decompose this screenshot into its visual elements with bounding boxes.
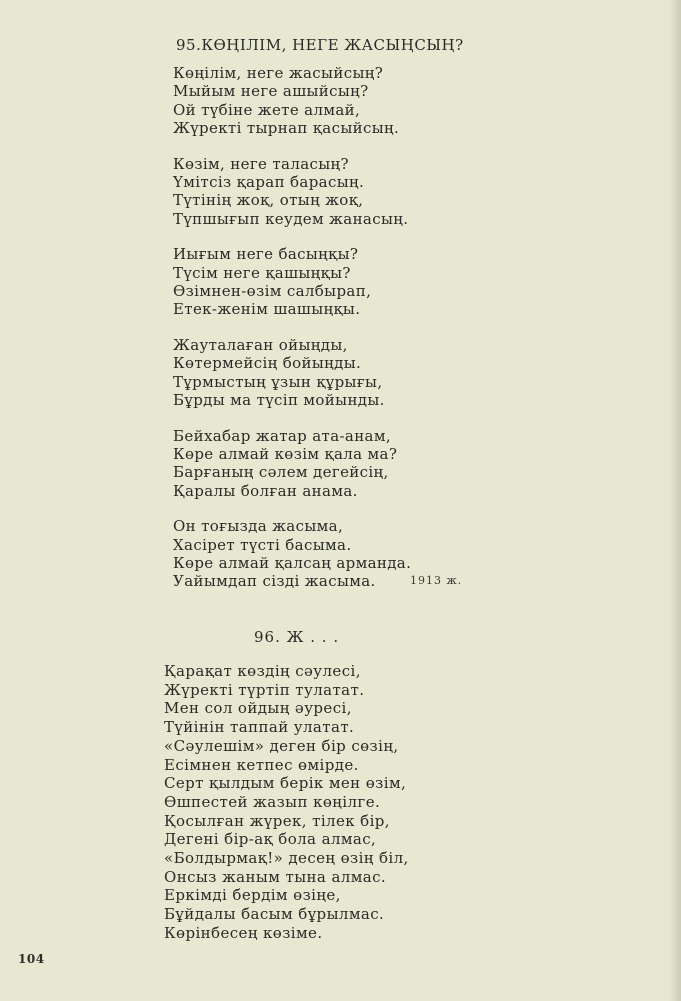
stanza-4 — [173, 336, 493, 410]
poem-96-body — [164, 662, 484, 943]
stanza-3 — [173, 245, 493, 319]
page-edge-shadow — [669, 0, 681, 1001]
poem-95-body — [173, 64, 493, 608]
page-number: 104 — [18, 952, 45, 966]
poem-line: Еркімді бердім өзіңе, — [164, 886, 341, 905]
poem-95-title: 95.КӨҢІЛІМ, НЕГЕ ЖАСЫҢСЫҢ? — [176, 36, 464, 54]
poem-96-title: 96. Ж . . . — [254, 628, 340, 646]
poem-line: «Болдырмақ!» десең өзің біл, — [164, 849, 409, 868]
stanza-1 — [173, 64, 493, 138]
stanza-2 — [173, 155, 493, 229]
poem-line: Мен сол ойдың әуресі, — [164, 699, 352, 718]
poem-line: Өшпестей жазып көңілге. — [164, 792, 381, 811]
poem-line: Онсыз жаным тына алмас. — [164, 867, 387, 886]
poem-line: Уайымдап сізді жасыма. — [173, 572, 376, 591]
poem-line: «Сәулешім» деген бір сөзің, — [164, 736, 399, 755]
poem-line: Дегені бір-ақ бола алмас, — [164, 830, 377, 849]
poem-line: Өзімнен-өзім салбырап, — [173, 282, 372, 301]
poem-line: Көңілім, неге жасыйсың? — [173, 64, 384, 82]
poem-line: Мыйым неге ашыйсың? — [173, 82, 369, 101]
poem-line: Көре алмай қалсаң арманда. — [173, 553, 412, 572]
poem-line: Көзім, неге таласың? — [173, 154, 349, 173]
poem-line: Көрінбесең көзіме. — [164, 923, 323, 942]
poem-line: Серт қылдым берік мен өзім, — [164, 774, 407, 793]
poem-line: Етек-женім шашыңқы. — [173, 300, 361, 319]
poem-line: Көре алмай көзім қала ма? — [173, 444, 398, 463]
poem-line: Бұрды ма түсіп мойынды. — [173, 391, 385, 410]
poem-line: Есімнен кетпес өмірде. — [164, 755, 359, 774]
poem-line: Ой түбіне жете алмай, — [173, 100, 361, 119]
poem-line: Түпшығып кеудем жанасың. — [173, 209, 409, 228]
poem-line: Жүректі түртіп тулатат. — [164, 680, 365, 699]
poem-line: Қарақат көздің сәулесі, — [164, 662, 361, 680]
poem-line: Түйінін таппай улатат. — [164, 718, 355, 737]
poem-line: Бейхабар жатар ата-анам, — [173, 426, 391, 445]
poem-line: Түсім неге қашыңқы? — [173, 263, 351, 282]
poem-line: Жауталаған ойыңды, — [173, 335, 348, 354]
poem-line: Түтінің жоқ, отың жоқ, — [173, 191, 364, 210]
stanza-5 — [173, 427, 493, 501]
poem-line: Бұйдалы басым бұрылмас. — [164, 905, 385, 924]
poem-line: Хасірет түсті басыма. — [173, 535, 352, 554]
poem-line: Қаралы болған анама. — [173, 481, 358, 500]
poem-line: Үмітсіз қарап барасың. — [173, 173, 365, 192]
poem-line: Барғаның сәлем дегейсің, — [173, 463, 389, 482]
poem-date: 1913 ж. — [410, 574, 463, 587]
poem-line: Қосылған жүрек, тілек бір, — [164, 811, 390, 830]
poem-line: Он тоғызда жасыма, — [173, 517, 344, 536]
poem-line: Тұрмыстың ұзын құрығы, — [173, 372, 383, 391]
poem-line: Иығым неге басыңқы? — [173, 245, 359, 264]
poem-line: Жүректі тырнап қасыйсың. — [173, 119, 400, 138]
poem-line: Көтермейсің бойыңды. — [173, 354, 362, 373]
